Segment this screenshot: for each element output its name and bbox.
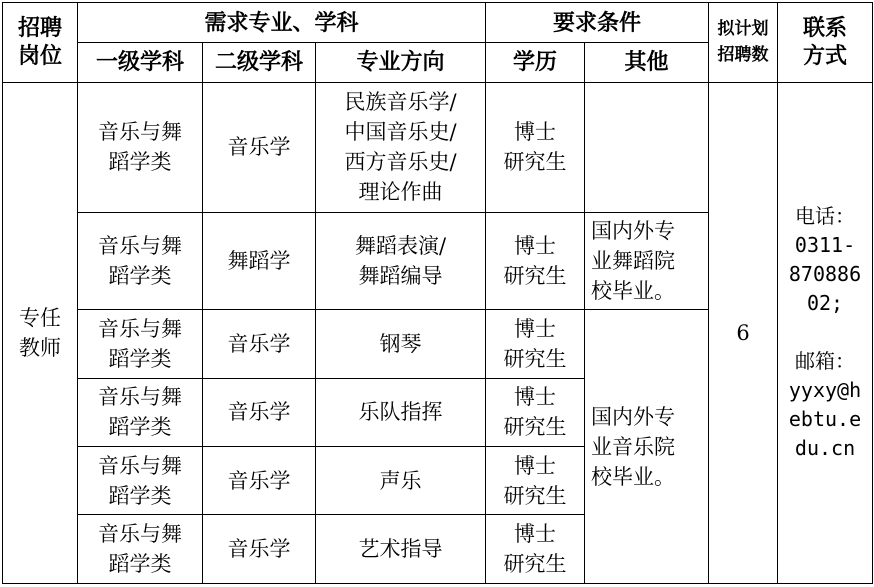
level1-cell: 音乐与舞 蹈学类 xyxy=(78,310,203,378)
header-direction: 专业方向 xyxy=(316,43,486,82)
level1-cell: 音乐与舞 蹈学类 xyxy=(78,378,203,446)
degree-cell: 博士 研究生 xyxy=(486,310,585,378)
level1-cell: 音乐与舞 蹈学类 xyxy=(78,82,203,213)
degree-cell: 博士 研究生 xyxy=(486,447,585,515)
recruitment-table xyxy=(2,2,873,584)
direction-cell: 声乐 xyxy=(316,447,486,515)
other-cell xyxy=(585,82,709,213)
contact-cell: 电话： 0311- 870886 02; 邮箱： yyxy@h ebtu.e du.cn xyxy=(778,82,873,583)
level2-cell: 音乐学 xyxy=(203,447,316,515)
level2-cell: 音乐学 xyxy=(203,82,316,213)
level1-cell: 音乐与舞 蹈学类 xyxy=(78,213,203,310)
direction-cell: 乐队指挥 xyxy=(316,378,486,446)
level2-cell: 音乐学 xyxy=(203,378,316,446)
direction-cell: 民族音乐学/ 中国音乐史/ 西方音乐史/ 理论作曲 xyxy=(316,82,486,213)
level2-cell: 音乐学 xyxy=(203,515,316,584)
header-level1-discipline: 一级学科 xyxy=(78,43,203,82)
other-cell-music: 国内外专 业音乐院 校毕业。 xyxy=(585,310,709,584)
header-position: 招聘 岗位 xyxy=(3,3,78,83)
header-degree: 学历 xyxy=(486,43,585,82)
header-requirement-group: 需求专业、学科 xyxy=(78,3,486,43)
header-other: 其他 xyxy=(585,43,709,82)
header-conditions-group: 要求条件 xyxy=(486,3,709,43)
level1-cell: 音乐与舞 蹈学类 xyxy=(78,515,203,584)
planned-count-cell: 6 xyxy=(709,82,778,583)
other-cell-dance: 国内外专 业舞蹈院 校毕业。 xyxy=(585,213,709,310)
direction-cell: 钢琴 xyxy=(316,310,486,378)
header-contact: 联系 方式 xyxy=(778,3,873,83)
degree-cell: 博士 研究生 xyxy=(486,82,585,213)
degree-cell: 博士 研究生 xyxy=(486,515,585,584)
position-cell: 专任 教师 xyxy=(3,82,78,583)
level2-cell: 舞蹈学 xyxy=(203,213,316,310)
level1-cell: 音乐与舞 蹈学类 xyxy=(78,447,203,515)
direction-cell: 舞蹈表演/ 舞蹈编导 xyxy=(316,213,486,310)
level2-cell: 音乐学 xyxy=(203,310,316,378)
degree-cell: 博士 研究生 xyxy=(486,378,585,446)
header-level2-discipline: 二级学科 xyxy=(203,43,316,82)
header-planned-number: 拟计划 招聘数 xyxy=(709,3,778,83)
direction-cell: 艺术指导 xyxy=(316,515,486,584)
table-row xyxy=(3,82,873,213)
degree-cell: 博士 研究生 xyxy=(486,213,585,310)
